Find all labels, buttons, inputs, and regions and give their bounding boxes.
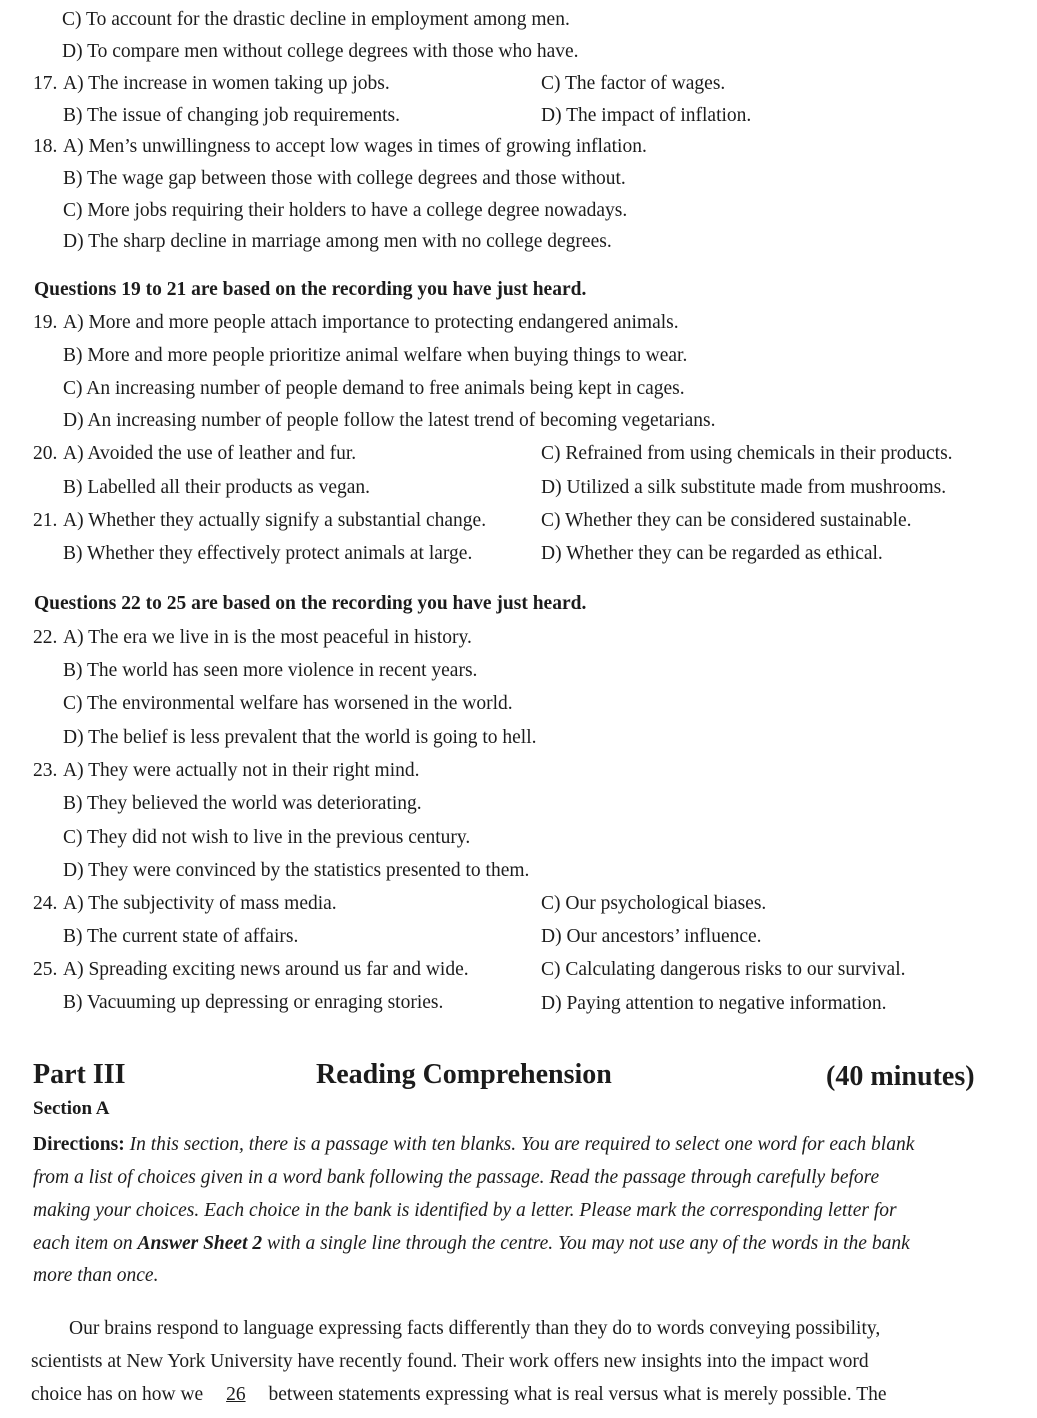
directions-text-3: making your choices. Each choice in the bank is identified by a letter. Please mark the corresponding letter for: [33, 1200, 897, 1221]
q18-option-b: B) The wage gap between those with college degrees and those without.: [63, 168, 626, 189]
q21-option-a: A) Whether they actually signify a substantial change.: [63, 510, 487, 531]
passage-text-3a: choice has on how we: [31, 1384, 204, 1405]
q22-line-1: [33, 626, 472, 650]
q20-option-a: A) Avoided the use of leather and fur.: [63, 443, 357, 464]
q22-option-b: B) The world has seen more violence in recent years.: [63, 660, 478, 681]
passage-line-3: [31, 1383, 985, 1407]
q17-line-1: [33, 72, 390, 96]
q18-option-d: D) The sharp decline in marriage among men with no college degrees.: [63, 231, 612, 252]
q19-option-a: A) More and more people attach importance to protecting endangered animals.: [63, 312, 679, 333]
q20-line-1: [33, 442, 356, 466]
part-label: Part III: [33, 1059, 126, 1090]
q17-number: 17.: [33, 73, 58, 94]
directions-text-2: from a list of choices given in a word bank following the passage. Read the passage through carefully before: [33, 1167, 880, 1188]
q17-option-b: B) The issue of changing job requirements.: [63, 105, 401, 126]
q23-line-1: [33, 759, 420, 783]
directions-text-4c: with a single line through the centre. You may not use any of the words in the bank: [267, 1233, 910, 1254]
q23-option-a: A) They were actually not in their right mind.: [63, 760, 420, 781]
q17-option-d: D) The impact of inflation.: [541, 105, 752, 126]
q18-option-c: C) More jobs requiring their holders to have a college degree nowadays.: [63, 200, 628, 221]
directions-text-1: In this section, there is a passage with ten blanks. You are required to select one word for each blank: [129, 1134, 915, 1155]
q20-option-d: D) Utilized a silk substitute made from mushrooms.: [541, 477, 947, 498]
q19-option-d: D) An increasing number of people follow the latest trend of becoming vegetarians.: [63, 410, 716, 431]
q18-line-1: [33, 135, 647, 159]
passage-line-2: scientists at New York University have recently found. Their work offers new insights into the impact word: [31, 1351, 869, 1372]
q24-option-b: B) The current state of affairs.: [63, 926, 299, 947]
q19-line-1: [33, 311, 679, 335]
q23-option-b: B) They believed the world was deteriorating.: [63, 793, 422, 814]
q25-line-1: [33, 958, 469, 982]
q20-option-c: C) Refrained from using chemicals in their products.: [541, 443, 953, 464]
q17-option-c: C) The factor of wages.: [541, 73, 726, 94]
directions-line-1: [33, 1133, 985, 1157]
q25-option-b: B) Vacuuming up depressing or enraging stories.: [63, 992, 444, 1013]
q16-option-d: D) To compare men without college degrees with those who have.: [62, 41, 579, 62]
q16-option-c: C) To account for the drastic decline in employment among men.: [62, 9, 570, 30]
q22-option-d: D) The belief is less prevalent that the world is going to hell.: [63, 727, 537, 748]
answer-sheet-ref: Answer Sheet 2: [137, 1233, 263, 1254]
q25-number: 25.: [33, 959, 58, 980]
q21-number: 21.: [33, 510, 58, 531]
q19-option-c: C) An increasing number of people demand to free animals being kept in cages.: [63, 378, 685, 399]
q25-option-a: A) Spreading exciting news around us far and wide.: [63, 959, 469, 980]
q21-option-c: C) Whether they can be considered sustainable.: [541, 510, 912, 531]
q21-line-1: [33, 509, 486, 533]
q20-option-b: B) Labelled all their products as vegan.: [63, 477, 371, 498]
blank-26: 26: [226, 1384, 246, 1405]
q25-option-c: C) Calculating dangerous risks to our survival.: [541, 959, 906, 980]
q24-option-a: A) The subjectivity of mass media.: [63, 893, 337, 914]
directions-line-2: [33, 1166, 985, 1190]
directions-text-5: more than once.: [33, 1265, 159, 1286]
directions-line-4: [33, 1232, 985, 1256]
part-title: Reading Comprehension: [316, 1059, 612, 1090]
q18-option-a: A) Men’s unwillingness to accept low wages in times of growing inflation.: [63, 136, 647, 157]
passage-text-3b: between statements expressing what is real versus what is merely possible. The: [268, 1384, 887, 1405]
questions-22-25-heading: Questions 22 to 25 are based on the recording you have just heard.: [34, 593, 587, 614]
q22-number: 22.: [33, 627, 58, 648]
directions-text-4a: each item on: [33, 1233, 133, 1254]
directions-line-5: [33, 1264, 985, 1288]
q22-option-c: C) The environmental welfare has worsened in the world.: [63, 693, 513, 714]
q25-option-d: D) Paying attention to negative information.: [541, 993, 887, 1014]
q19-option-b: B) More and more people prioritize animal welfare when buying things to wear.: [63, 345, 688, 366]
q24-line-1: [33, 892, 337, 916]
directions-line-3: [33, 1199, 985, 1223]
q17-option-a: A) The increase in women taking up jobs.: [63, 73, 390, 94]
q21-option-d: D) Whether they can be regarded as ethical.: [541, 543, 883, 564]
section-heading: Section A: [33, 1098, 110, 1119]
questions-19-21-heading: Questions 19 to 21 are based on the recording you have just heard.: [34, 279, 587, 300]
passage-line-1: Our brains respond to language expressing facts differently than they do to words conveying possibility,: [69, 1318, 881, 1339]
q20-number: 20.: [33, 443, 58, 464]
q19-number: 19.: [33, 312, 58, 333]
q24-option-d: D) Our ancestors’ influence.: [541, 926, 762, 947]
q18-number: 18.: [33, 136, 58, 157]
q24-option-c: C) Our psychological biases.: [541, 893, 767, 914]
part-time: (40 minutes): [826, 1061, 975, 1092]
q23-option-d: D) They were convinced by the statistics presented to them.: [63, 860, 530, 881]
directions-label: Directions:: [33, 1134, 125, 1155]
q24-number: 24.: [33, 893, 58, 914]
q23-number: 23.: [33, 760, 58, 781]
q22-option-a: A) The era we live in is the most peaceful in history.: [63, 627, 472, 648]
q21-option-b: B) Whether they effectively protect animals at large.: [63, 543, 473, 564]
q23-option-c: C) They did not wish to live in the previous century.: [63, 827, 471, 848]
